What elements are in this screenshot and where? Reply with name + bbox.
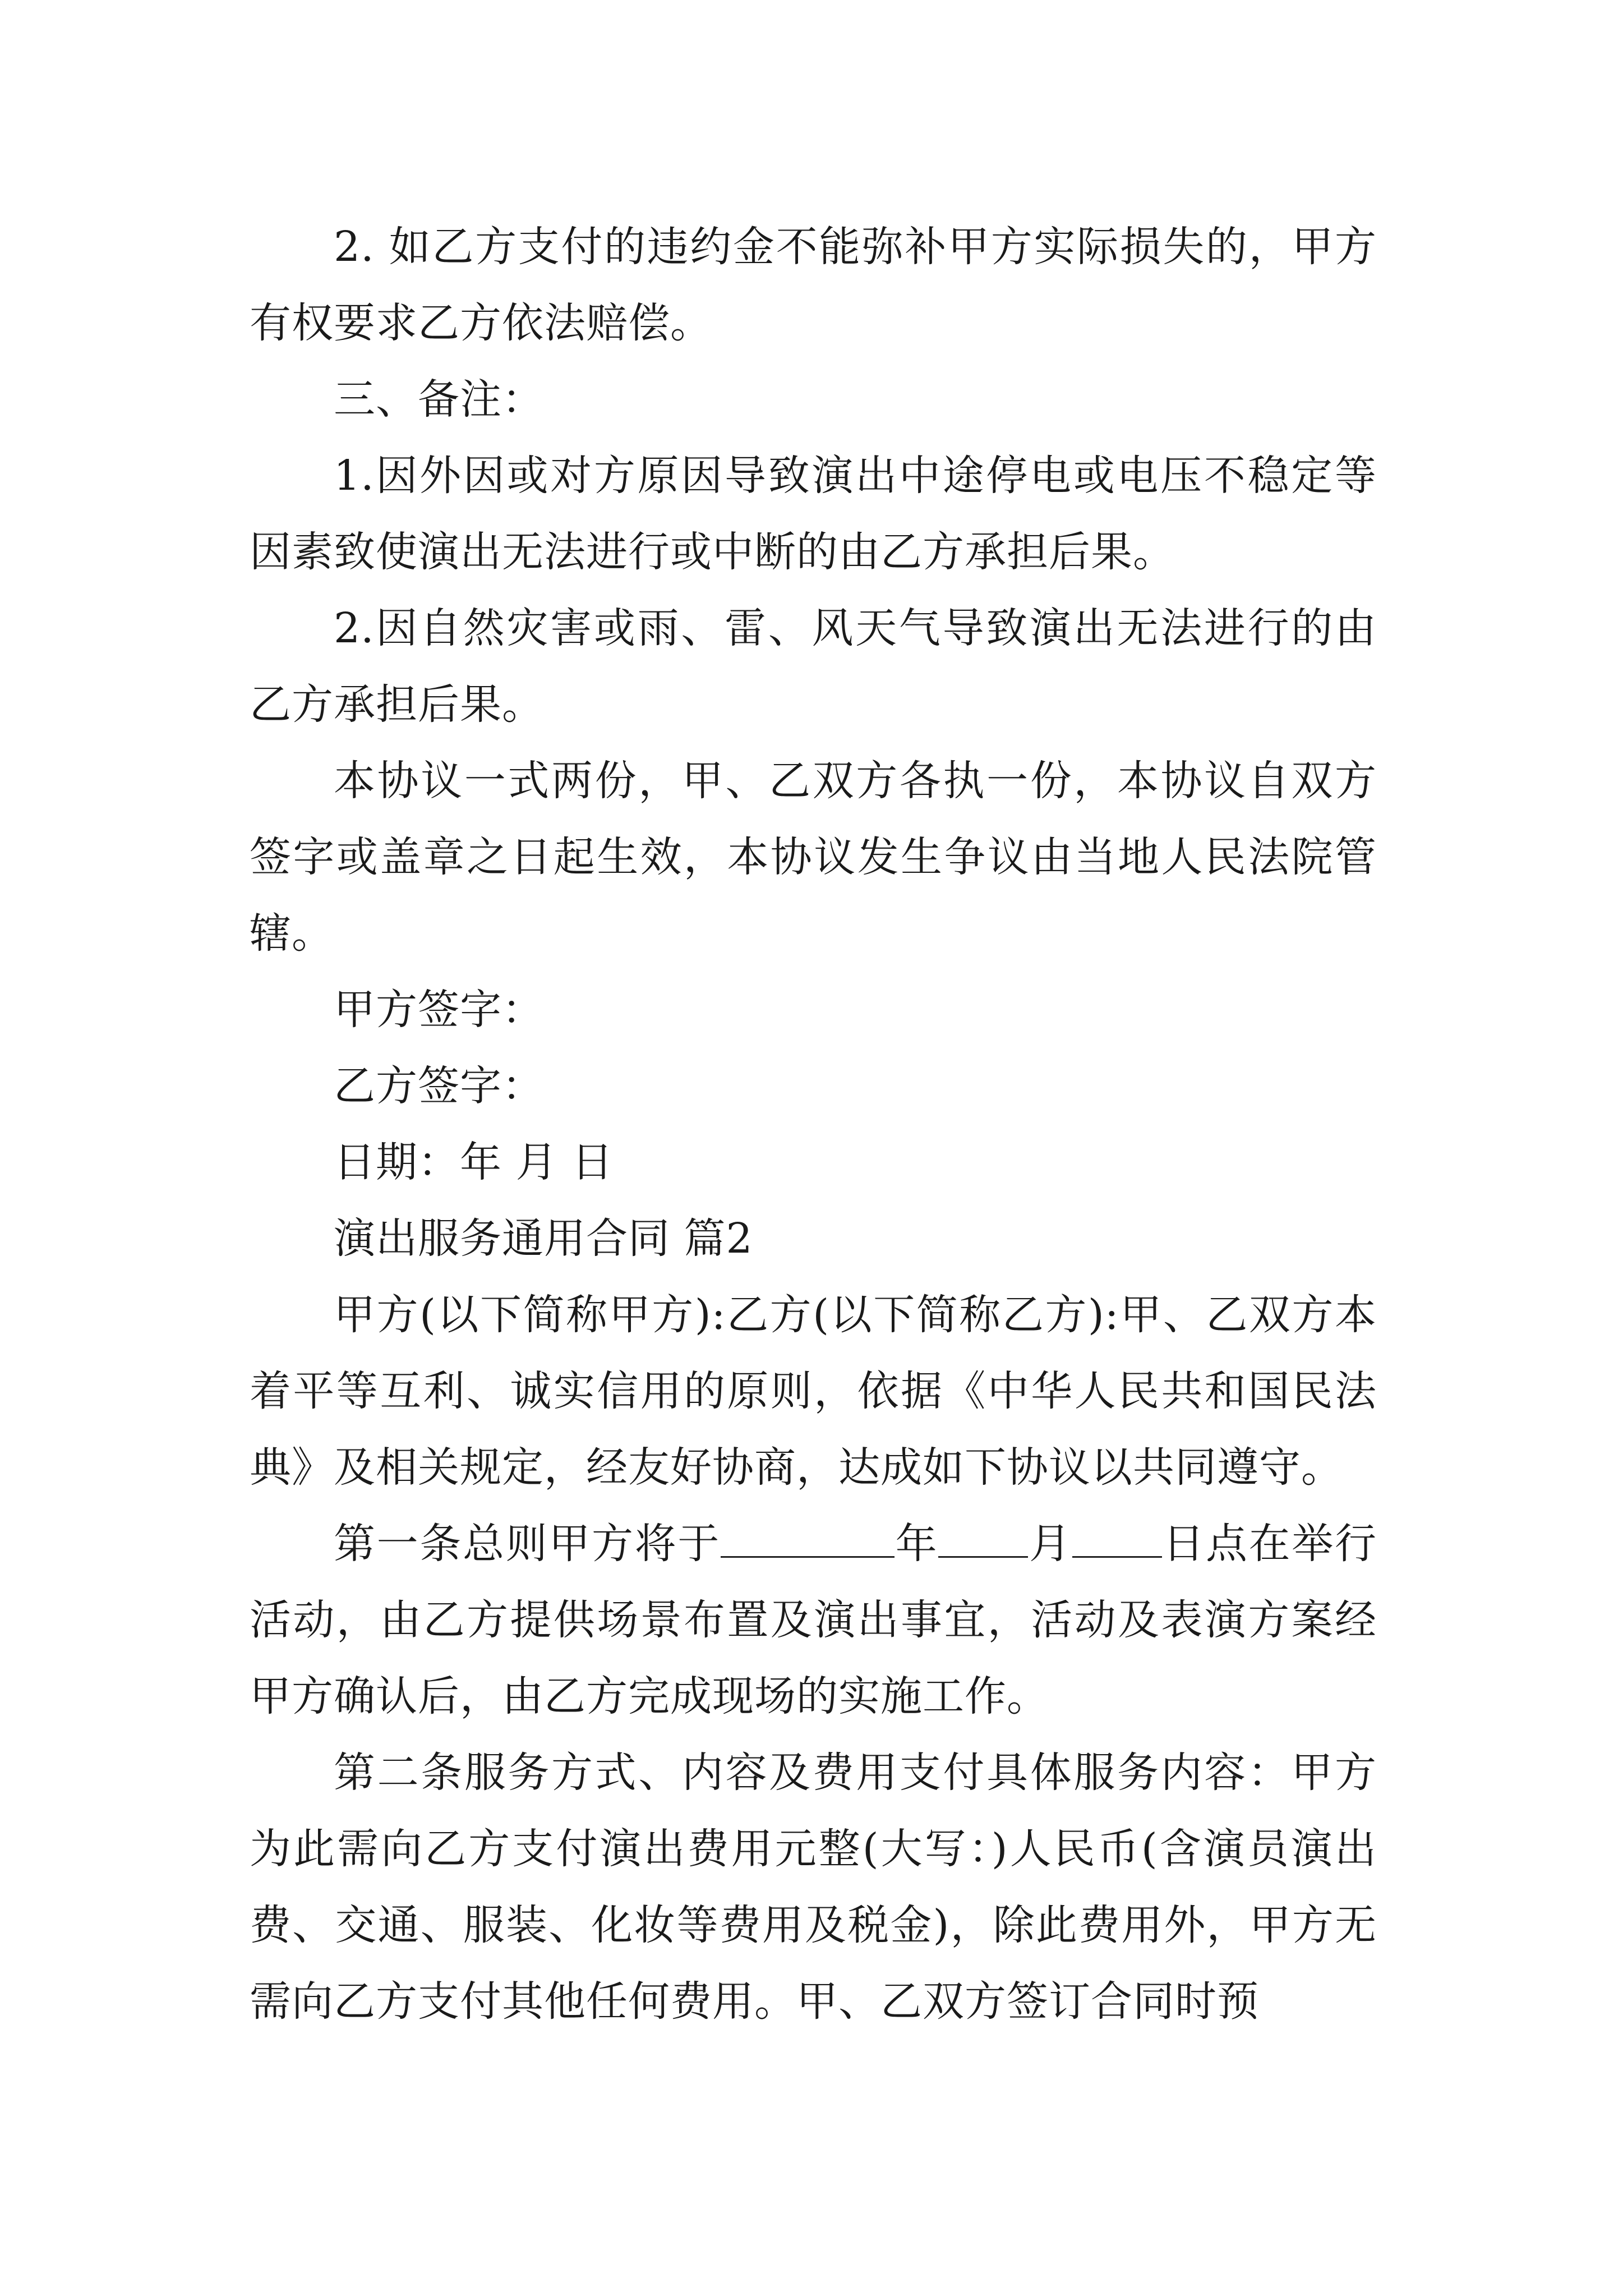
contract-section-title: 演出服务通用合同 篇2 [334,1214,753,1263]
paragraph-parties-intro: 甲方(以下简称甲方):乙方(以下简称乙方):甲、乙双方本着平等互利、诚实信用的原则，依据《中华人民共和国民法典》及相关规定，经友好协商，达成如下协议以共同遵守。 [250,1291,1377,1492]
paragraph-note-2: 2.因自然灾害或雨、雷、风天气导致演出无法进行的由乙方承担后果。 [250,604,1377,729]
blank-day [1072,1522,1162,1558]
paragraph-agreement-copies: 本协议一式两份，甲、乙双方各执一份，本协议自双方签字或盖章之日起生效，本协议发生争议由当地人民法院管辖。 [250,757,1377,958]
article-1-text-b: 年 [895,1520,939,1568]
document-body [250,209,1377,2040]
section-heading-notes: 三、备注： [334,375,544,424]
paragraph-note-1: 1.因外因或对方原因导致演出中途停电或电压不稳定等因素致使演出无法进行或中断的由乙方承担后果。 [250,452,1377,576]
blank-year [721,1522,895,1558]
party-b-signature-line: 乙方签字： [334,1062,544,1110]
article-1-text-d: 日点在举行活动，由乙方提供场景布置及演出事宜，活动及表演方案经甲方确认后，由乙方完成现场的实施工作。 [250,1520,1377,1720]
paragraph-article-1 [250,1506,1377,1734]
article-1-text-a: 第一条总则甲方将于 [334,1520,721,1568]
paragraph-article-2: 第二条服务方式、内容及费用支付具体服务内容：甲方为此需向乙方支付演出费用元整(大写：)人民币(含演员演出费、交通、服装、化妆等费用及税金)，除此费用外，甲方无需向乙方支付其他任何费用。甲、乙双方签订合同时预 [250,1749,1377,2026]
party-a-signature-line: 甲方签字： [334,986,544,1034]
blank-month [938,1522,1028,1558]
article-1-text-c: 月 [1028,1520,1072,1568]
paragraph-compensation: 2. 如乙方支付的违约金不能弥补甲方实际损失的，甲方有权要求乙方依法赔偿。 [250,223,1377,347]
date-line: 日期：年 月 日 [334,1138,614,1186]
